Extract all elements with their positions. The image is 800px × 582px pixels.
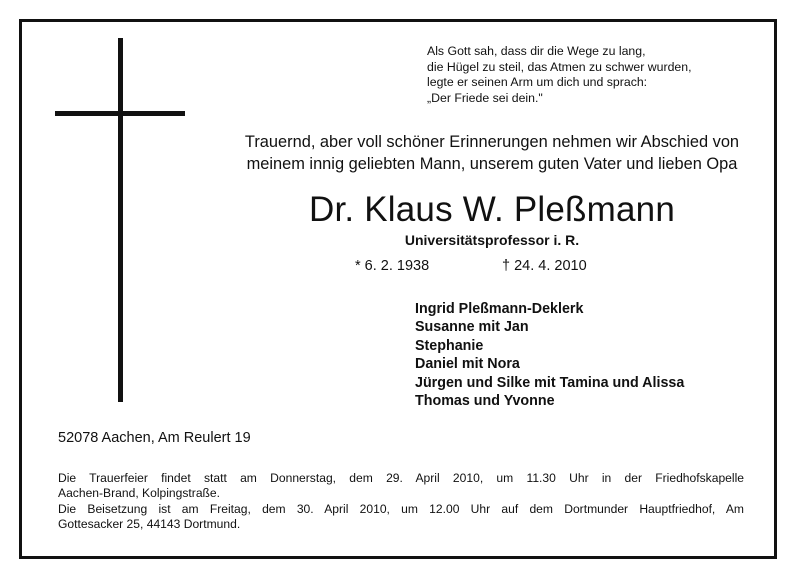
cross-vertical-bar xyxy=(118,38,123,402)
family-list xyxy=(415,300,684,410)
poem-line: die Hügel zu steil, das Atmen zu schwer wurden, xyxy=(427,59,692,74)
funeral-service-notice xyxy=(58,471,744,502)
family-address: 52078 Aachen, Am Reulert 19 xyxy=(58,430,251,446)
family-member: Ingrid Pleßmann-Deklerk xyxy=(415,301,584,317)
deceased-title: Universitätsprofessor i. R. xyxy=(404,232,580,248)
intro-line: meinem innig geliebten Mann, unserem guten Vater und lieben Opa xyxy=(246,155,738,173)
family-member: Thomas und Yvonne xyxy=(415,393,555,410)
family-member: Jürgen und Silke mit Tamina und Alissa xyxy=(415,374,685,391)
poem-line: legte er seinen Arm um dich und sprach: xyxy=(427,75,648,90)
poem-line: Als Gott sah, dass dir die Wege zu lang, xyxy=(427,44,646,58)
notice-line: Die Trauerfeier findet statt am Donnerstag, dem 29. April 2010, um 11.30 Uhr in der Friedhofskapelle xyxy=(58,471,744,485)
family-member: Stephanie xyxy=(415,337,484,354)
notice-line: Aachen-Brand, Kolpingstraße. xyxy=(58,486,221,501)
deceased-name: Dr. Klaus W. Pleßmann xyxy=(309,190,675,229)
memorial-poem xyxy=(427,44,767,106)
family-member: Susanne mit Jan xyxy=(415,319,529,336)
notice-line: Die Beisetzung ist am Freitag, dem 30. April 2010, um 12.00 Uhr auf dem Dortmunder Hauptfriedhof, Am xyxy=(58,501,744,516)
notice-line: Gottesacker 25, 44143 Dortmund. xyxy=(58,516,241,531)
mourning-intro xyxy=(222,131,762,175)
burial-notice xyxy=(58,502,744,533)
poem-line: „Der Friede sei dein." xyxy=(427,90,543,105)
cross-horizontal-bar xyxy=(55,111,185,116)
death-date: † 24. 4. 2010 xyxy=(502,258,587,274)
service-notices xyxy=(58,471,744,532)
intro-line: Trauernd, aber voll schöner Erinnerungen nehmen wir Abschied von xyxy=(244,133,740,151)
birth-date: * 6. 2. 1938 xyxy=(355,258,430,274)
family-member: Daniel mit Nora xyxy=(415,356,520,373)
